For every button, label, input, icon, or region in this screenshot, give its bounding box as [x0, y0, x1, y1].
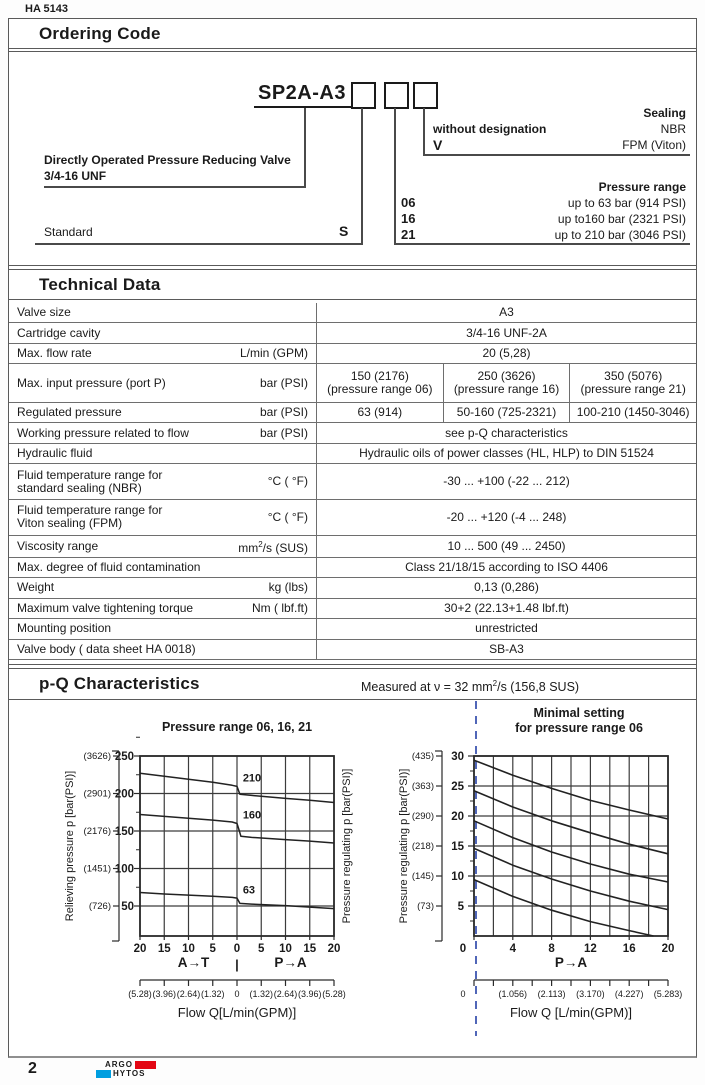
valve-description-line2: 3/4-16 UNF	[44, 169, 107, 183]
sealing-option-code: V	[433, 137, 443, 153]
svg-text:0: 0	[233, 943, 241, 955]
svg-text:Relieving pressure p [bar(PSI): Relieving pressure p [bar(PSI)]	[64, 770, 76, 922]
svg-text:25: 25	[451, 781, 464, 793]
page-footer	[0, 1058, 705, 1084]
table-label-cell	[9, 423, 316, 442]
connector-line	[361, 108, 363, 245]
svg-text:(5.28): (5.28)	[322, 989, 346, 999]
table-value: 250 (3626) (pressure range 16)	[443, 364, 570, 402]
svg-text:P→A: P→A	[554, 955, 588, 970]
svg-text:(73): (73)	[417, 901, 434, 912]
svg-text:10: 10	[279, 943, 292, 955]
chart-svg	[394, 693, 697, 1041]
row-label: Regulated pressure	[17, 405, 122, 420]
svg-text:100: 100	[114, 863, 134, 876]
svg-text:(3.96): (3.96)	[297, 989, 322, 999]
ordering-code-title: Ordering Code	[39, 24, 161, 43]
row-label: Cartridge cavity	[17, 325, 101, 340]
section-header-ordering-code	[9, 19, 696, 49]
svg-text:0: 0	[460, 989, 466, 999]
table-label-cell	[9, 578, 316, 597]
svg-text:10: 10	[451, 871, 464, 883]
row-unit: bar (PSI)	[259, 375, 308, 390]
logo-text-hytos: HYTOS	[113, 1068, 146, 1078]
connector-line	[304, 108, 306, 188]
connector-line	[423, 108, 425, 156]
table-row	[9, 444, 696, 464]
ordering-code-box-2	[384, 82, 409, 109]
row-label: Weight	[17, 580, 55, 595]
row-label: Valve size	[17, 305, 71, 320]
table-value-cells	[316, 599, 696, 618]
row-label: Hydraulic fluid	[17, 446, 93, 461]
table-row	[9, 536, 696, 558]
table-value-cells	[316, 558, 696, 577]
svg-text:250: 250	[114, 751, 134, 763]
row-label: Maximum valve tightening torque	[17, 600, 194, 615]
table-value-cells	[316, 364, 696, 402]
table-value: 100-210 (1450-3046)	[569, 403, 696, 422]
table-value-cells	[316, 578, 696, 597]
svg-text:(2176): (2176)	[83, 826, 111, 837]
row-unit: $mm^2/s$ (SUS)	[238, 539, 308, 555]
svg-text:for pressure range 06: for pressure range 06	[515, 721, 643, 735]
svg-text:(4.227): (4.227)	[614, 989, 644, 999]
table-value-cells	[316, 403, 696, 422]
table-label-cell	[9, 558, 316, 577]
table-value: 63 (914)	[357, 405, 403, 420]
svg-text:160: 160	[242, 809, 262, 822]
svg-text:15: 15	[451, 841, 464, 853]
svg-text:Pressure range 06, 16, 21: Pressure range 06, 16, 21	[161, 720, 313, 734]
pq-title: p-Q Characteristics	[39, 674, 200, 693]
ordering-code-base	[254, 82, 362, 108]
svg-text:(145): (145)	[411, 871, 434, 882]
svg-text:30: 30	[451, 751, 464, 763]
svg-text:5: 5	[258, 943, 265, 955]
svg-text:10: 10	[182, 943, 195, 955]
row-label: Fluid temperature range for Viton sealing (FPM)	[17, 503, 163, 531]
svg-text:(1451): (1451)	[83, 863, 111, 875]
table-row	[9, 500, 696, 536]
table-label-cell	[9, 323, 316, 342]
pq-chart-minimal-setting	[394, 693, 697, 1041]
technical-data-title: Technical Data	[39, 275, 161, 294]
svg-text:210: 210	[242, 772, 262, 785]
table-value-cells	[316, 444, 696, 463]
valve-description-line1: Directly Operated Pressure Reducing Valve	[44, 153, 291, 167]
svg-text:(2.113): (2.113)	[537, 989, 566, 999]
table-row	[9, 364, 696, 403]
svg-text:5: 5	[457, 901, 464, 913]
logo-red-box	[135, 1061, 156, 1069]
svg-text:(3.96): (3.96)	[152, 989, 177, 999]
standard-code: S	[339, 223, 349, 239]
table-value-cells	[316, 464, 696, 499]
svg-text:Flow Q[L/min(GPM)]: Flow Q[L/min(GPM)]	[177, 1005, 297, 1020]
table-value: 30+2 (22.13+1.48 lbf.ft)	[444, 600, 569, 615]
row-label: Working pressure related to flow	[17, 425, 189, 440]
table-row	[9, 344, 696, 364]
table-value: unrestricted	[475, 621, 538, 636]
svg-text:(1.32): (1.32)	[249, 989, 274, 999]
pressure-range-code: 21	[401, 227, 416, 242]
svg-text:4: 4	[509, 943, 517, 955]
row-unit: kg (lbs)	[268, 580, 308, 595]
svg-text:16: 16	[622, 943, 636, 955]
svg-text:(726): (726)	[88, 901, 111, 912]
table-value: 0,13 (0,286)	[474, 580, 539, 595]
svg-text:A→T: A→T	[177, 955, 210, 970]
table-label-cell	[9, 599, 316, 618]
argo-hytos-logo	[105, 1060, 156, 1078]
pressure-range-label: up to 210 bar (3046 PSI)	[554, 228, 686, 242]
model-code: SP2A-A3	[258, 82, 346, 104]
table-label-cell	[9, 536, 316, 557]
table-label-cell	[9, 464, 316, 499]
divider-line	[9, 664, 696, 665]
connector-line	[394, 243, 690, 245]
table-row	[9, 423, 696, 443]
table-value: -20 ... +120 (-4 ... 248)	[446, 509, 567, 524]
pressure-range-label: up to160 bar (2321 PSI)	[557, 212, 686, 226]
svg-text:15: 15	[303, 943, 317, 955]
svg-text:20: 20	[661, 943, 675, 955]
standard-label: Standard	[44, 225, 93, 239]
table-label-cell	[9, 303, 316, 322]
svg-text:15: 15	[157, 943, 171, 955]
svg-text:5: 5	[209, 943, 216, 955]
table-value: A3	[499, 305, 514, 320]
table-value: 3/4-16 UNF-2A	[466, 325, 547, 340]
pressure-range-code: 16	[401, 211, 416, 226]
table-value: 350 (5076) (pressure range 21)	[569, 364, 696, 402]
sealing-option-label: FPM (Viton)	[622, 138, 686, 152]
connector-line	[423, 154, 690, 156]
pq-chart-pressure-ranges	[59, 693, 399, 1041]
table-row	[9, 640, 696, 660]
page-frame	[8, 18, 697, 1058]
svg-text:(5.283): (5.283)	[653, 989, 683, 999]
svg-text:(2.64): (2.64)	[273, 989, 298, 999]
table-label-cell	[9, 403, 316, 422]
technical-data-table	[9, 303, 696, 660]
table-value-cells	[316, 303, 696, 322]
table-value-cells	[316, 640, 696, 659]
svg-text:20: 20	[451, 811, 464, 823]
row-label: Mounting position	[17, 621, 112, 636]
table-value: 150 (2176) (pressure range 06)	[327, 369, 433, 397]
row-unit: bar (PSI)	[259, 405, 308, 420]
table-label-cell	[9, 364, 316, 402]
row-label: Max. input pressure (port P)	[17, 375, 166, 390]
svg-text:(435): (435)	[411, 751, 434, 762]
table-value-cells	[316, 500, 696, 535]
svg-text:0: 0	[234, 989, 240, 999]
svg-text:8: 8	[548, 943, 555, 955]
connector-line	[35, 243, 363, 245]
table-label-cell	[9, 500, 316, 535]
table-value: 50-160 (725-2321)	[443, 403, 570, 422]
row-unit: bar (PSI)	[259, 425, 308, 440]
table-row	[9, 578, 696, 598]
table-label-cell	[9, 344, 316, 363]
ordering-code-box-3	[413, 82, 438, 109]
connector-line	[44, 186, 306, 188]
measured-at-note: Measured at ν = 32 $mm^2/s$ (156,8 SUS)	[361, 679, 580, 695]
svg-text:0: 0	[459, 943, 467, 955]
connector-line	[394, 108, 396, 245]
ordering-code-diagram	[9, 52, 696, 264]
svg-text:(290): (290)	[411, 811, 434, 822]
svg-text:20: 20	[133, 943, 147, 955]
row-unit: L/min (GPM)	[239, 346, 308, 361]
svg-text:63: 63	[242, 884, 256, 897]
doc-number: HA 5143	[25, 3, 69, 15]
table-row	[9, 558, 696, 578]
table-row	[9, 599, 696, 619]
svg-text:(1.32): (1.32)	[200, 989, 225, 999]
svg-text:(2901): (2901)	[83, 788, 111, 800]
table-value: 20 (5,28)	[482, 346, 531, 361]
svg-text:P→A: P→A	[274, 955, 307, 970]
table-value: 10 ... 500 (49 ... 2450)	[447, 538, 566, 553]
svg-text:Pressure regulating p [bar(PSI: Pressure regulating p [bar(PSI)]	[398, 768, 410, 924]
row-unit: °C ( °F)	[267, 474, 308, 489]
svg-text:200: 200	[114, 788, 134, 801]
series-5	[474, 880, 653, 936]
table-label-cell	[9, 444, 316, 463]
svg-text:(1.056): (1.056)	[498, 989, 528, 999]
table-row	[9, 323, 696, 343]
svg-text:Flow Q [L/min(GPM)]: Flow Q [L/min(GPM)]	[509, 1005, 633, 1020]
row-label: Max. degree of fluid contamination	[17, 560, 201, 575]
svg-text:Minimal setting: Minimal setting	[533, 706, 625, 720]
row-label: Viscosity range	[17, 538, 99, 553]
row-label: Valve body ( data sheet HA 0018)	[17, 641, 196, 656]
row-unit: °C ( °F)	[267, 509, 308, 524]
sealing-option-label: NBR	[660, 122, 686, 136]
svg-text:Pressure regulating p [bar(PSI: Pressure regulating p [bar(PSI)]	[341, 768, 353, 924]
svg-text:(5.28): (5.28)	[128, 989, 152, 999]
svg-text:(218): (218)	[411, 841, 434, 852]
pressure-range-code: 06	[401, 195, 416, 210]
table-value: SB-A3	[489, 641, 524, 656]
table-label-cell	[9, 640, 316, 659]
page-number: 2	[28, 1060, 37, 1077]
svg-text:|: |	[235, 957, 239, 972]
divider-line	[9, 265, 696, 266]
logo-blue-box	[96, 1070, 111, 1078]
table-value-cells	[316, 619, 696, 638]
svg-text:12: 12	[584, 943, 597, 955]
logo-text-argo: ARGO	[105, 1059, 133, 1069]
pressure-range-label: up to 63 bar (914 PSI)	[567, 196, 686, 210]
row-label: Max. flow rate	[17, 346, 92, 361]
table-value-cells	[316, 423, 696, 442]
pq-charts-area	[9, 693, 696, 1045]
chart-svg	[59, 693, 399, 1041]
table-value: -30 ... +100 (-22 ... 212)	[443, 474, 570, 489]
row-label: Fluid temperature range for standard sealing (NBR)	[17, 467, 163, 495]
svg-text:20: 20	[327, 943, 341, 955]
pressure-range-heading: Pressure range	[598, 180, 686, 194]
table-value: Class 21/18/15 according to ISO 4406	[405, 560, 608, 575]
svg-text:(363): (363)	[411, 781, 434, 792]
table-label-cell	[9, 619, 316, 638]
table-value-cells	[316, 323, 696, 342]
table-value-cells	[316, 536, 696, 557]
svg-text:(3.170): (3.170)	[576, 989, 605, 999]
sealing-option-code: without designation	[433, 122, 547, 136]
table-row	[9, 619, 696, 639]
table-row	[9, 464, 696, 500]
table-row	[9, 403, 696, 423]
table-value: Hydraulic oils of power classes (HL, HLP) to DIN 51524	[359, 446, 654, 461]
svg-text:(3626): (3626)	[83, 751, 111, 762]
table-row	[9, 303, 696, 323]
table-value-cells	[316, 344, 696, 363]
ordering-code-box-1	[351, 82, 376, 109]
table-value: see p-Q characteristics	[445, 425, 568, 440]
row-unit: Nm ( lbf.ft)	[252, 600, 308, 615]
sealing-heading: Sealing	[643, 106, 686, 120]
svg-text:50: 50	[121, 901, 134, 913]
svg-text:(2.64): (2.64)	[176, 989, 201, 999]
svg-text:150: 150	[114, 826, 134, 838]
section-header-technical-data	[9, 269, 696, 300]
